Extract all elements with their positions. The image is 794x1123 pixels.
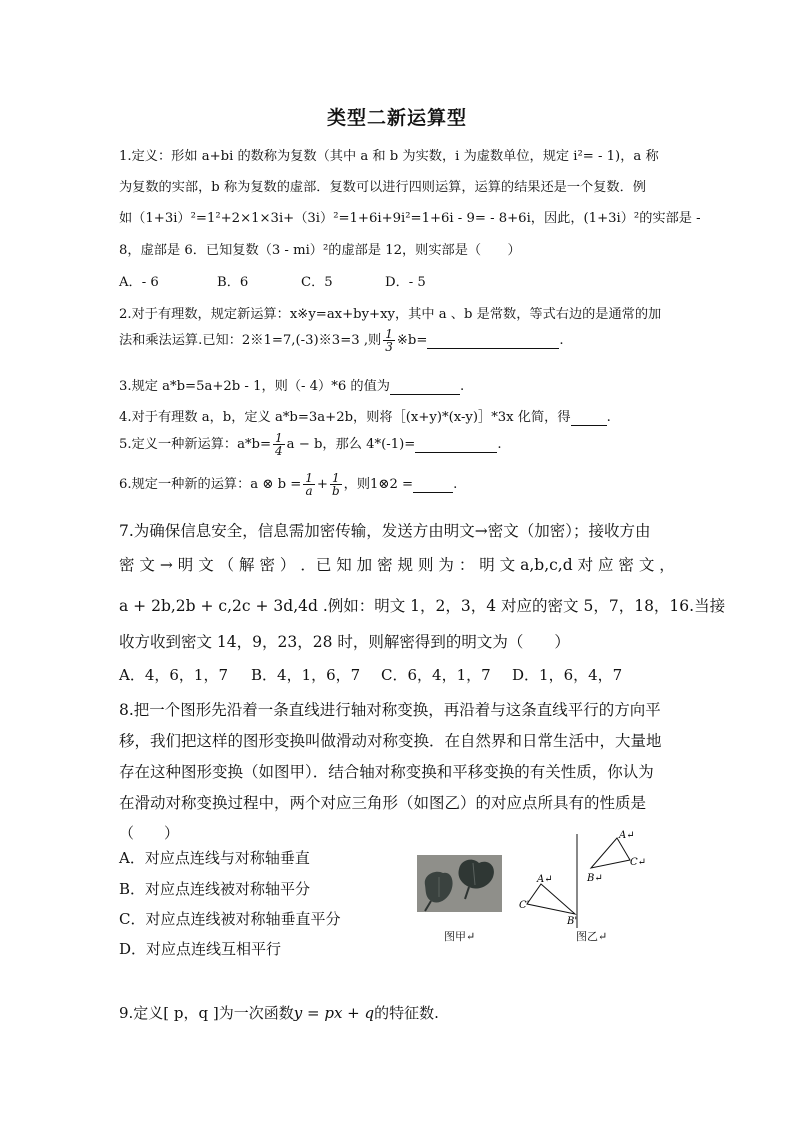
q7-option-d[interactable]: D．1，6，4，7 [512,666,623,684]
q8-paren: （ ） [119,824,180,842]
q4-answer-blank[interactable] [571,410,607,426]
q1-line1: 1.定义：形如 a+bi 的数称为复数（其中 a 和 b 为实数，i 为虚数单位，规定 i²= - 1)，a 称 [119,149,659,164]
q2-line2-op: ※b= [396,333,428,348]
q9-text2: 的特征数. [374,1004,439,1022]
q2-fraction-numerator: 1 [385,327,393,341]
q1-option-a[interactable]: A．- 6 [119,275,159,290]
q6-plus: + [316,477,328,492]
q3-text: 3.规定 a*b=5a+2b - 1，则（- 4）*6 的值为 [119,379,390,394]
q7-line3: a + 2b,2b + c,2c + 3d,4d .例如：明文 1，2，3，4 对应的密文 5，7，18，16.当接 [119,597,726,615]
q6-line [119,472,457,497]
q7-options [119,664,622,685]
figure-b-label-a: A↵ [619,830,635,841]
q3-line [119,375,464,395]
q4-end: . [606,410,611,425]
q2-answer-blank[interactable] [427,333,559,349]
q5-fraction-denominator: 4 [275,444,283,458]
page-title: 类型二新运算型 [326,107,467,129]
figure-b-label-b-prime: B' [567,916,578,927]
figure-b-label-b: B↵ [587,873,603,884]
q6-text1: 6.规定一种新的运算：a ⊗ b = [119,477,302,492]
q1-option-d[interactable]: D．- 5 [385,275,426,290]
figure-a-leaf-photo [417,855,502,912]
q6-fraction-1-denominator: a [305,484,313,498]
q9-text1: 9.定义[ p，q ]为一次函数 [119,1004,294,1022]
q5-fraction [273,432,285,457]
q3-answer-blank[interactable] [390,379,460,395]
q6-fraction-1-numerator: 1 [305,471,313,485]
q8-line3: 存在这种图形变换（如图甲）．结合轴对称变换和平移变换的有关性质，你认为 [119,763,654,781]
q5-text2: a − b，那么 4*(-1)= [286,437,416,452]
q3-end: . [460,379,465,394]
q7-option-c[interactable]: C．6，4，1，7 [381,666,491,684]
q8-option-a[interactable]: A．对应点连线与对称轴垂直 [119,849,310,867]
q9-formula: y = px + q [293,1004,375,1022]
q8-line4: 在滑动对称变换过程中，两个对应三角形（如图乙）的对应点所具有的性质是 [119,794,647,812]
q6-text2: ，则1⊗2 = [343,477,414,492]
figure-b-label-a2: A↵ [537,874,553,885]
figure-b-caption: 图乙↵ [576,930,608,943]
q7-line1: 7.为确保信息安全，信息需加密传输，发送方由明文→密文（加密）；接收方由 [119,522,651,540]
q6-fraction-1 [303,472,315,497]
q2-end: . [559,333,564,348]
q1-line2: 为复数的实部，b 称为复数的虚部．复数可以进行四则运算，运算的结果还是一个复数．例 [119,180,646,195]
q1-option-b[interactable]: B．6 [217,275,249,290]
q1-option-c[interactable]: C．5 [301,275,333,290]
q9-line [119,1002,439,1023]
q2-line1: 2.对于有理数，规定新运算：x※y=ax+by+xy，其中 a 、b 是常数，等式右边的是通常的加 [119,307,662,322]
q2-fraction [383,328,395,353]
q6-fraction-2 [330,472,342,497]
q5-end: . [497,437,502,452]
q8-option-c[interactable]: C．对应点连线被对称轴垂直平分 [119,910,341,928]
q7-option-a[interactable]: A．4，6，1，7 [119,666,229,684]
q6-end: . [453,477,458,492]
figure-b-label-c: C↵ [630,857,647,868]
q8-option-d[interactable]: D．对应点连线互相平行 [119,940,282,958]
q6-fraction-2-denominator: b [331,484,340,498]
figure-a-caption: 图甲↵ [444,930,476,943]
figure-b-label-c-prime: C' [519,900,530,911]
q7-option-b[interactable]: B．4，1，6，7 [251,666,361,684]
q1-line3: 如（1+3i）²=1²+2×1×3i+（3i）²=1+6i+9i²=1+6i - 9= - 8+6i，因此，(1+3i）²的实部是 - [119,211,701,226]
q6-fraction-2-numerator: 1 [330,472,342,485]
q4-line [119,406,611,426]
q8-line1: 8.把一个图形先沿着一条直线进行轴对称变换，再沿着与这条直线平行的方向平 [119,701,661,719]
q1-options [119,271,426,290]
q5-text1: 5.定义一种新运算：a*b= [119,437,272,452]
q1-line4: 8，虚部是 6．已知复数（3 - mi）²的虚部是 12，则实部是（ ） [119,243,521,258]
figure-b-diagram [515,828,650,930]
q4-text: 4.对于有理数 a，b，定义 a*b=3a+2b，则将［(x+y)*(x-y)］*3x 化简，得 [119,410,571,425]
q8-option-b[interactable]: B．对应点连线被对称轴平分 [119,880,311,898]
q5-fraction-numerator: 1 [275,431,283,445]
q2-line2-text: 法和乘法运算.已知：2※1=7,(-3)※3=3 ,则 [119,333,382,348]
q2-line2 [119,328,564,353]
q7-line2: 密 文 → 明 文 （ 解 密 ） ．已 知 加 密 规 则 为 ： 明 文 a,b,c,d 对 应 密 文 ， [119,556,675,574]
q2-fraction-denominator: 3 [385,340,393,354]
q6-answer-blank[interactable] [413,477,453,493]
q5-line [119,432,502,457]
q5-answer-blank[interactable] [415,437,497,453]
q7-line4: 收方收到密文 14，9，23，28 时，则解密得到的明文为（ ） [119,633,570,651]
q8-line2: 移，我们把这样的图形变换叫做滑动对称变换．在自然界和日常生活中，大量地 [119,732,662,750]
